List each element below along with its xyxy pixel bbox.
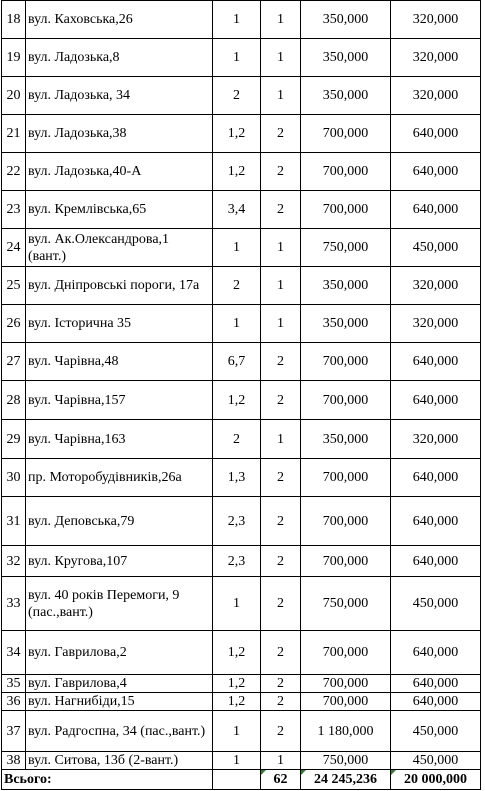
address-cell: вул. Дніпровські пороги, 17а (26, 267, 213, 305)
column-4-cell: 2 (261, 497, 301, 546)
row-number: 19 (2, 39, 26, 77)
column-5-cell: 700,000 (301, 693, 391, 711)
column-3-cell: 6,7 (213, 343, 261, 381)
column-5-cell: 700,000 (301, 343, 391, 381)
row-number: 24 (2, 229, 26, 267)
column-3-cell: 1,2 (213, 675, 261, 693)
address-cell: вул. Чарівна,157 (26, 381, 213, 420)
column-6-cell: 450,000 (391, 229, 481, 267)
column-5-cell: 1 180,000 (301, 711, 391, 752)
address-cell: вул. Кругова,107 (26, 546, 213, 577)
table-row (2, 459, 481, 497)
column-4-cell: 1 (261, 305, 301, 343)
table-row (2, 631, 481, 675)
column-5-cell: 700,000 (301, 153, 391, 191)
table-row (2, 752, 481, 770)
column-5-cell: 700,000 (301, 675, 391, 693)
column-6-cell: 320,000 (391, 77, 481, 115)
column-4-cell: 2 (261, 343, 301, 381)
table-row (2, 1, 481, 39)
row-number: 31 (2, 497, 26, 546)
row-number: 32 (2, 546, 26, 577)
row-number: 33 (2, 577, 26, 631)
column-5-cell: 700,000 (301, 381, 391, 420)
row-number: 22 (2, 153, 26, 191)
address-cell: вул. Чарівна,163 (26, 420, 213, 459)
address-cell: вул. Ладозька, 34 (26, 77, 213, 115)
column-4-cell: 2 (261, 711, 301, 752)
table-row (2, 546, 481, 577)
address-cell: вул. Ситова, 13б (2-вант.) (26, 752, 213, 770)
row-number: 28 (2, 381, 26, 420)
column-4-cell: 1 (261, 77, 301, 115)
column-6-cell: 320,000 (391, 267, 481, 305)
row-number: 30 (2, 459, 26, 497)
column-6-cell: 640,000 (391, 675, 481, 693)
column-4-cell: 1 (261, 267, 301, 305)
table-row (2, 381, 481, 420)
column-6-cell: 640,000 (391, 343, 481, 381)
column-5-cell: 750,000 (301, 752, 391, 770)
column-3-cell: 2 (213, 420, 261, 459)
address-cell: вул. Ладозька,38 (26, 115, 213, 153)
address-cell: вул. 40 років Перемоги, 9 (пас.,вант.) (26, 577, 213, 631)
address-cell: вул. Нагнибіди,15 (26, 693, 213, 711)
column-4-cell: 2 (261, 115, 301, 153)
column-3-cell: 1 (213, 39, 261, 77)
column-4-cell: 2 (261, 459, 301, 497)
address-cell: вул. Історична 35 (26, 305, 213, 343)
column-3-cell: 1,2 (213, 381, 261, 420)
column-6-cell: 640,000 (391, 546, 481, 577)
table-row (2, 420, 481, 459)
column-5-cell: 350,000 (301, 420, 391, 459)
column-3-cell: 1 (213, 711, 261, 752)
table-row (2, 115, 481, 153)
row-number: 34 (2, 631, 26, 675)
row-number: 20 (2, 77, 26, 115)
column-4-cell: 2 (261, 693, 301, 711)
row-number: 27 (2, 343, 26, 381)
row-number: 26 (2, 305, 26, 343)
row-number: 23 (2, 191, 26, 229)
column-4-cell: 1 (261, 39, 301, 77)
column-6-cell: 320,000 (391, 39, 481, 77)
column-4-cell: 1 (261, 752, 301, 770)
column-6-cell: 320,000 (391, 305, 481, 343)
address-cell: вул. Гаврилова,4 (26, 675, 213, 693)
column-4-cell: 2 (261, 546, 301, 577)
column-3-cell: 2 (213, 267, 261, 305)
table-row (2, 267, 481, 305)
column-5-cell: 700,000 (301, 191, 391, 229)
total-column-6: 20 000,000 (391, 770, 481, 790)
table-row (2, 229, 481, 267)
row-number: 35 (2, 675, 26, 693)
column-4-cell: 1 (261, 1, 301, 39)
table-row (2, 39, 481, 77)
total-column-5: 24 245,236 (301, 770, 391, 790)
row-number: 36 (2, 693, 26, 711)
address-cell: пр. Моторобудівників,26а (26, 459, 213, 497)
column-5-cell: 750,000 (301, 229, 391, 267)
address-cell: вул. Кремлівська,65 (26, 191, 213, 229)
table-row (2, 191, 481, 229)
column-3-cell: 1,2 (213, 631, 261, 675)
column-5-cell: 700,000 (301, 459, 391, 497)
address-cell: вул. Ак.Олександрова,1 (вант.) (26, 229, 213, 267)
column-5-cell: 350,000 (301, 267, 391, 305)
column-5-cell: 350,000 (301, 305, 391, 343)
address-cell: вул. Каховська,26 (26, 1, 213, 39)
table-row (2, 77, 481, 115)
column-5-cell: 700,000 (301, 631, 391, 675)
address-cell: вул. Ладозька,40-А (26, 153, 213, 191)
address-cell: вул. Чарівна,48 (26, 343, 213, 381)
column-5-cell: 350,000 (301, 1, 391, 39)
address-cell: вул. Радгоспна, 34 (пас.,вант.) (26, 711, 213, 752)
table-row (2, 343, 481, 381)
address-cell: вул. Гаврилова,2 (26, 631, 213, 675)
total-row (2, 770, 481, 790)
table-row (2, 675, 481, 693)
column-4-cell: 1 (261, 229, 301, 267)
column-3-cell: 1,2 (213, 693, 261, 711)
address-cell: вул. Ладозька,8 (26, 39, 213, 77)
column-4-cell: 2 (261, 675, 301, 693)
column-5-cell: 350,000 (301, 77, 391, 115)
column-3-cell: 1,2 (213, 115, 261, 153)
table-row (2, 497, 481, 546)
column-5-cell: 700,000 (301, 497, 391, 546)
column-4-cell: 2 (261, 381, 301, 420)
column-4-cell: 2 (261, 631, 301, 675)
total-column-4: 62 (261, 770, 301, 790)
table-row (2, 693, 481, 711)
column-6-cell: 640,000 (391, 497, 481, 546)
lifts-table (1, 0, 481, 790)
column-4-cell: 2 (261, 191, 301, 229)
column-5-cell: 750,000 (301, 577, 391, 631)
column-4-cell: 1 (261, 420, 301, 459)
table-row (2, 153, 481, 191)
column-5-cell: 350,000 (301, 39, 391, 77)
row-number: 25 (2, 267, 26, 305)
column-6-cell: 450,000 (391, 752, 481, 770)
row-number: 18 (2, 1, 26, 39)
total-label: Всього: (2, 770, 213, 790)
column-3-cell: 1 (213, 229, 261, 267)
column-6-cell: 640,000 (391, 191, 481, 229)
column-6-cell: 640,000 (391, 693, 481, 711)
row-number: 38 (2, 752, 26, 770)
column-3-cell: 1 (213, 305, 261, 343)
column-3-cell: 1 (213, 1, 261, 39)
column-4-cell: 2 (261, 153, 301, 191)
column-3-cell: 1,2 (213, 153, 261, 191)
column-6-cell: 450,000 (391, 577, 481, 631)
column-3-cell: 1,3 (213, 459, 261, 497)
column-6-cell: 640,000 (391, 153, 481, 191)
column-5-cell: 700,000 (301, 546, 391, 577)
column-6-cell: 640,000 (391, 381, 481, 420)
table-row (2, 577, 481, 631)
column-6-cell: 640,000 (391, 459, 481, 497)
row-number: 21 (2, 115, 26, 153)
column-3-cell: 2 (213, 77, 261, 115)
column-3-cell: 1 (213, 752, 261, 770)
row-number: 29 (2, 420, 26, 459)
table-row (2, 305, 481, 343)
column-6-cell: 320,000 (391, 420, 481, 459)
column-5-cell: 700,000 (301, 115, 391, 153)
column-3-cell: 2,3 (213, 497, 261, 546)
column-3-cell: 1 (213, 577, 261, 631)
row-number: 37 (2, 711, 26, 752)
address-cell: вул. Деповська,79 (26, 497, 213, 546)
column-3-cell: 3,4 (213, 191, 261, 229)
column-6-cell: 320,000 (391, 1, 481, 39)
total-empty-cell (213, 770, 261, 790)
column-3-cell: 2,3 (213, 546, 261, 577)
column-6-cell: 640,000 (391, 115, 481, 153)
column-6-cell: 450,000 (391, 711, 481, 752)
table-row (2, 711, 481, 752)
column-6-cell: 640,000 (391, 631, 481, 675)
column-4-cell: 2 (261, 577, 301, 631)
